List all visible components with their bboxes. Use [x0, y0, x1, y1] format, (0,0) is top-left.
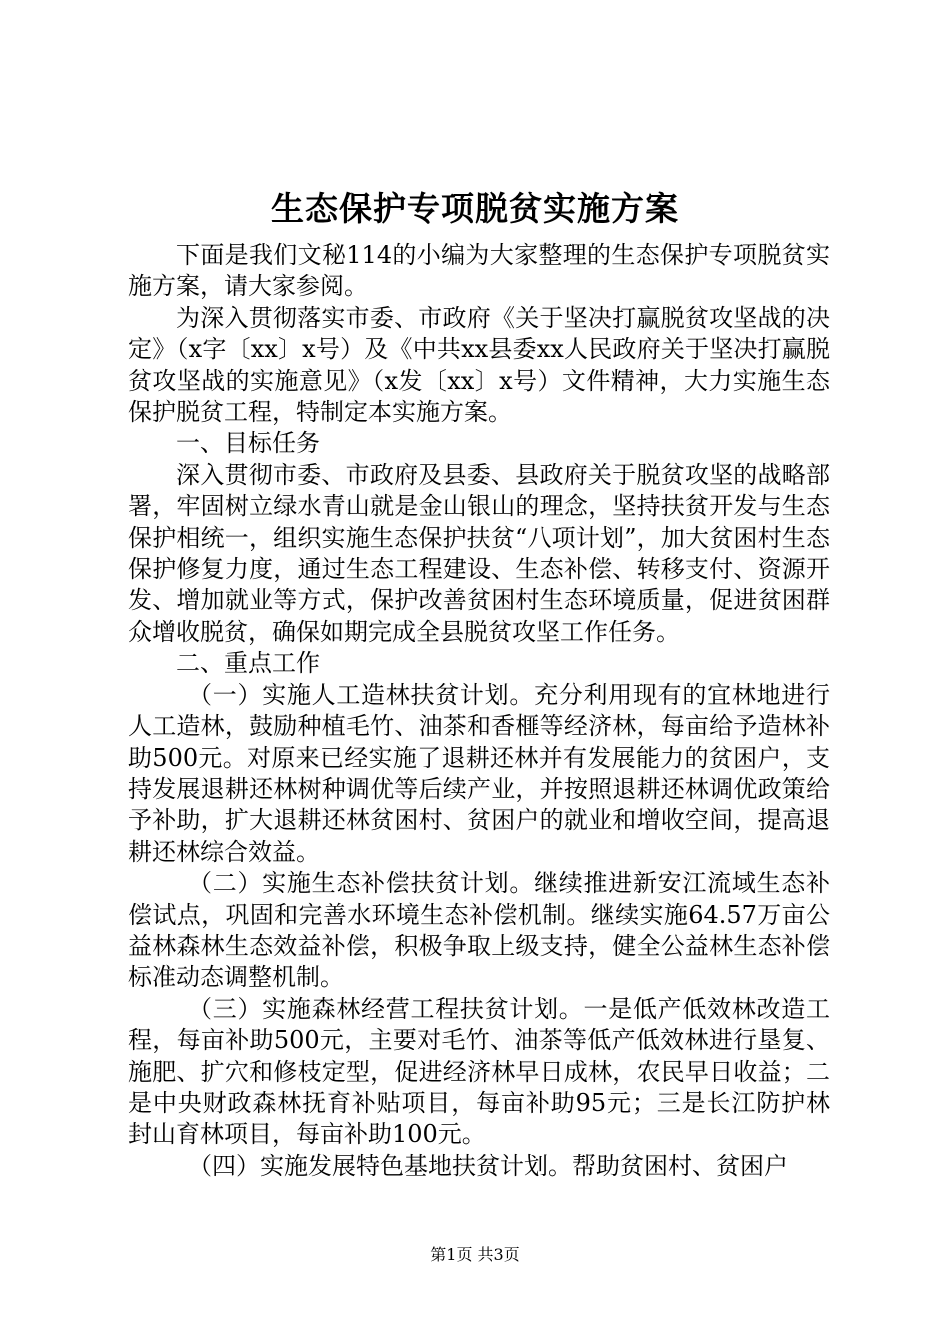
document-body: [128, 240, 830, 1182]
page-footer: 第1页 共3页: [430, 1245, 520, 1264]
key-work-item-3: （三）实施森林经营工程扶贫计划。一是低产低效林改造工程，每亩补助500元，主要对毛竹、油茶等低产低效林进行垦复、施肥、扩穴和修枝定型，促进经济林早日成林，农民早日收益；二是中央财政森林抚育补贴项目，每亩补助95元；三是长江防护林封山育林项目，每亩补助100元。: [128, 994, 830, 1149]
key-work-item-4: （四）实施发展特色基地扶贫计划。帮助贫困村、贫困户: [188, 1151, 788, 1180]
section-heading-goals: 一、目标任务: [176, 429, 320, 458]
section-heading-key-work: 二、重点工作: [176, 649, 320, 678]
purpose-paragraph: 为深入贯彻落实市委、市政府《关于坚决打赢脱贫攻坚战的决定》（x字〔xx〕x号）及《中共xx县委xx人民政府关于坚决打赢脱贫攻坚战的实施意见》（x发〔xx〕x号）文件精神，大力实施生态保护脱贫工程，特制定本实施方案。: [128, 303, 830, 427]
goals-paragraph: 深入贯彻市委、市政府及县委、县政府关于脱贫攻坚的战略部署，牢固树立绿水青山就是金山银山的理念，坚持扶贫开发与生态保护相统一，组织实施生态保护扶贫“八项计划”，加大贫困村生态保护修复力度，通过生态工程建设、生态补偿、转移支付、资源开发、增加就业等方式，保护改善贫困村生态环境质量，促进贫困群众增收脱贫，确保如期完成全县脱贫攻坚工作任务。: [128, 460, 830, 646]
intro-paragraph: 下面是我们文秘114的小编为大家整理的生态保护专项脱贫实施方案，请大家参阅。: [128, 241, 830, 301]
key-work-item-2: （二）实施生态补偿扶贫计划。继续推进新安江流域生态补偿试点，巩固和完善水环境生态补偿机制。继续实施64.57万亩公益林森林生态效益补偿，积极争取上级支持，健全公益林生态补偿标准动态调整机制。: [128, 869, 830, 992]
document-title: 生态保护专项脱贫实施方案: [271, 189, 679, 228]
key-work-item-1: （一）实施人工造林扶贫计划。充分利用现有的宜林地进行人工造林，鼓励种植毛竹、油茶和香榧等经济林，每亩给予造林补助500元。对原来已经实施了退耕还林并有发展能力的贫困户，支持发展退耕还林树种调优等后续产业，并按照退耕还林调优政策给予补助，扩大退耕还林贫困村、贫困户的就业和增收空间，提高退耕还林综合效益。: [128, 680, 830, 866]
